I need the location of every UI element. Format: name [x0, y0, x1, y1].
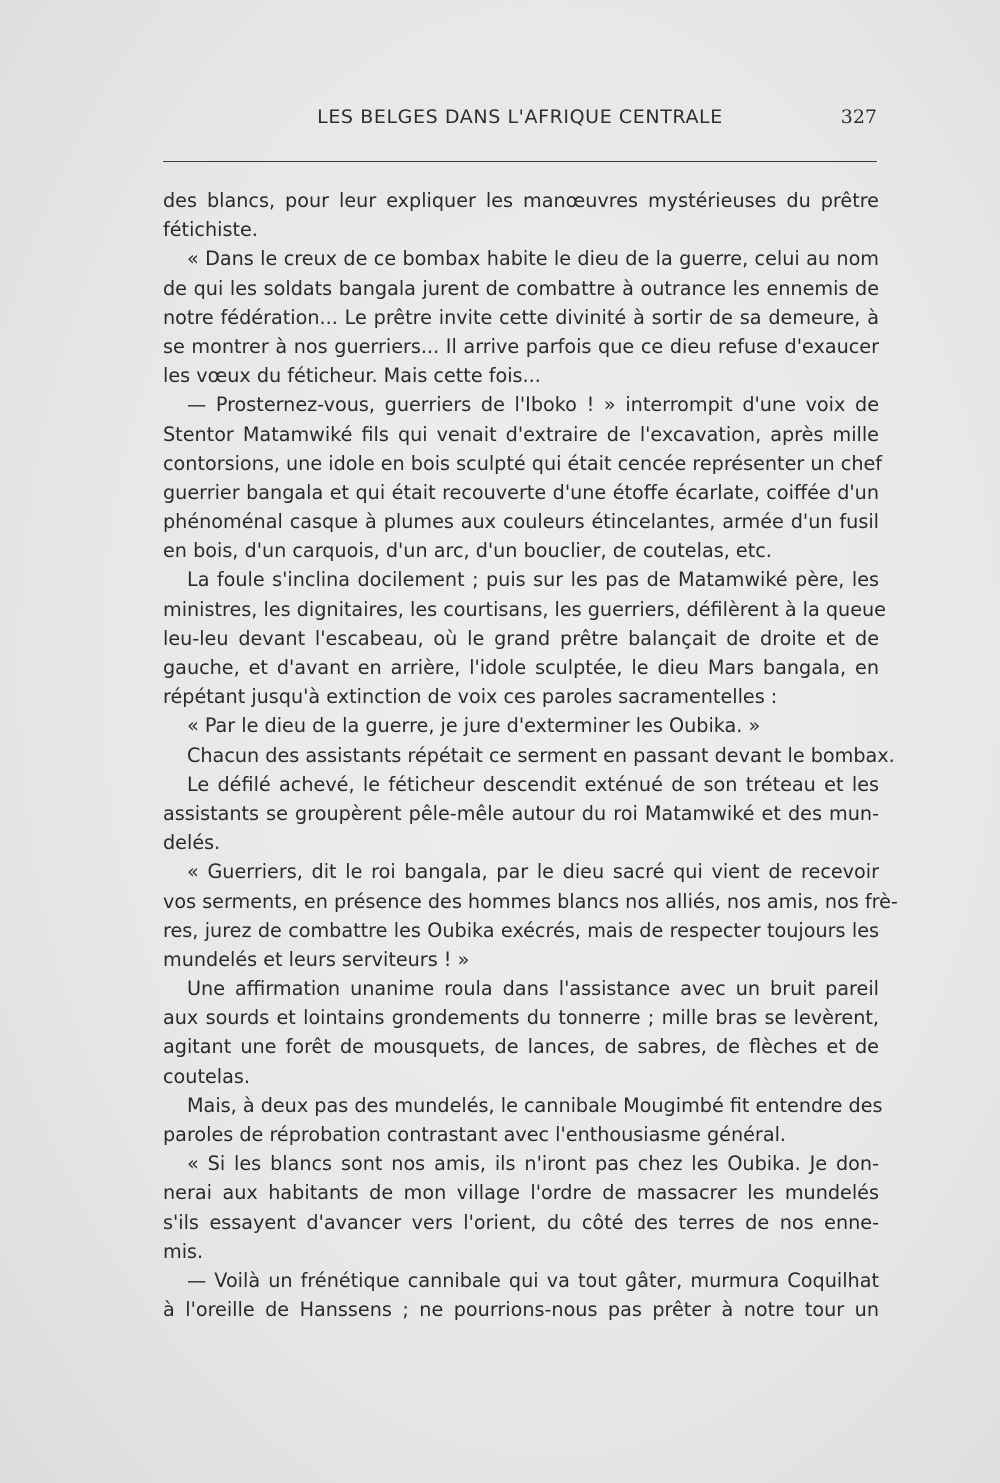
text-line: coutelas. — [163, 1064, 250, 1088]
text-line: gauche, et d'avant en arrière, l'idole sculptée, le dieu Mars bangala, en — [163, 656, 879, 679]
text-line: Mais, à deux pas des mundelés, le cannibale Mougimbé fit entendre des — [187, 1093, 883, 1117]
text-line: mundelés et leurs serviteurs ! » — [163, 947, 470, 971]
text-line: mis. — [163, 1239, 204, 1263]
text-line: « Par le dieu de la guerre, je jure d'exterminer les Oubika. » — [187, 714, 761, 738]
running-title: LES BELGES DANS L'AFRIQUE CENTRALE — [317, 106, 723, 128]
text-line: les vœux du féticheur. Mais cette fois... — [163, 364, 541, 388]
text-line: ministres, les dignitaires, les courtisans, les guerriers, défilèrent à la queue — [163, 597, 886, 621]
text-line: delés. — [163, 831, 221, 855]
text-line: — Prosternez-vous, guerriers de l'Iboko ! » interrompit d'une voix de — [187, 393, 879, 417]
header-rule — [163, 161, 877, 162]
text-line: contorsions, une idole en bois sculpté qui était cencée représenter un chef — [163, 451, 883, 475]
text-line: « Si les blancs sont nos amis, ils n'iront pas chez les Oubika. Je don- — [187, 1152, 879, 1176]
text-line: aux sourds et lointains grondements du tonnerre ; mille bras se levèrent, — [163, 1006, 879, 1030]
text-line: La foule s'inclina docilement ; puis sur les pas de Matamwiké père, les — [187, 568, 879, 592]
body-text — [163, 186, 898, 1324]
text-line: notre fédération... Le prêtre invite cette divinité à sortir de sa demeure, à — [163, 305, 879, 329]
text-line: « Guerriers, dit le roi bangala, par le dieu sacré qui vient de recevoir — [187, 860, 879, 884]
text-line: nerai aux habitants de mon village l'ordre de massacrer les mundelés — [163, 1181, 879, 1205]
text-line: Stentor Matamwiké fils qui venait d'extraire de l'excavation, après mille — [163, 422, 879, 446]
text-line: des blancs, pour leur expliquer les manœuvres mystérieuses du prêtre — [163, 189, 879, 212]
text-line: — Voilà un frénétique cannibale qui va tout gâter, murmura Coquilhat — [187, 1268, 879, 1292]
text-line: se montrer à nos guerriers... Il arrive parfois que ce dieu refuse d'exaucer — [163, 334, 879, 358]
text-line: « Dans le creux de ce bombax habite le dieu de la guerre, celui au nom — [187, 247, 879, 271]
text-line: de qui les soldats bangala jurent de combattre à outrance les ennemis de — [163, 276, 879, 300]
running-head — [163, 104, 877, 134]
text-line: leu-leu devant l'escabeau, où le grand prêtre balançait de droite et de — [163, 626, 879, 650]
text-line: phénoménal casque à plumes aux couleurs étincelantes, armée d'un fusil — [163, 510, 879, 534]
text-line: en bois, d'un carquois, d'un arc, d'un bouclier, de coutelas, etc. — [163, 539, 772, 563]
text-line: s'ils essayent d'avancer vers l'orient, du côté des terres de nos enne- — [163, 1210, 879, 1234]
page-number: 327 — [840, 106, 877, 128]
text-line: fétichiste. — [163, 218, 258, 242]
text-line: assistants se groupèrent pêle-mêle autour du roi Matamwiké et des mun- — [163, 801, 879, 825]
text-line: vos serments, en présence des hommes blancs nos alliés, nos amis, nos frè- — [163, 889, 898, 913]
text-line: répétant jusqu'à extinction de voix ces paroles sacramentelles : — [163, 685, 778, 709]
text-line: guerrier bangala et qui était recouverte d'une étoffe écarlate, coiffée d'un — [163, 480, 879, 504]
text-line: res, jurez de combattre les Oubika exécrés, mais de respecter toujours les — [163, 918, 879, 942]
text-line: agitant une forêt de mousquets, de lances, de sabres, de flèches et de — [163, 1035, 879, 1059]
text-line: Le défilé achevé, le féticheur descendit exténué de son tréteau et les — [187, 772, 879, 796]
text-line: Une affirmation unanime roula dans l'assistance avec un bruit pareil — [187, 977, 879, 1001]
text-line: à l'oreille de Hanssens ; ne pourrions-nous pas prêter à notre tour un — [163, 1298, 879, 1322]
text-line: Chacun des assistants répétait ce serment en passant devant le bombax. — [187, 743, 895, 767]
text-line: paroles de réprobation contrastant avec l'enthousiasme général. — [163, 1123, 787, 1146]
